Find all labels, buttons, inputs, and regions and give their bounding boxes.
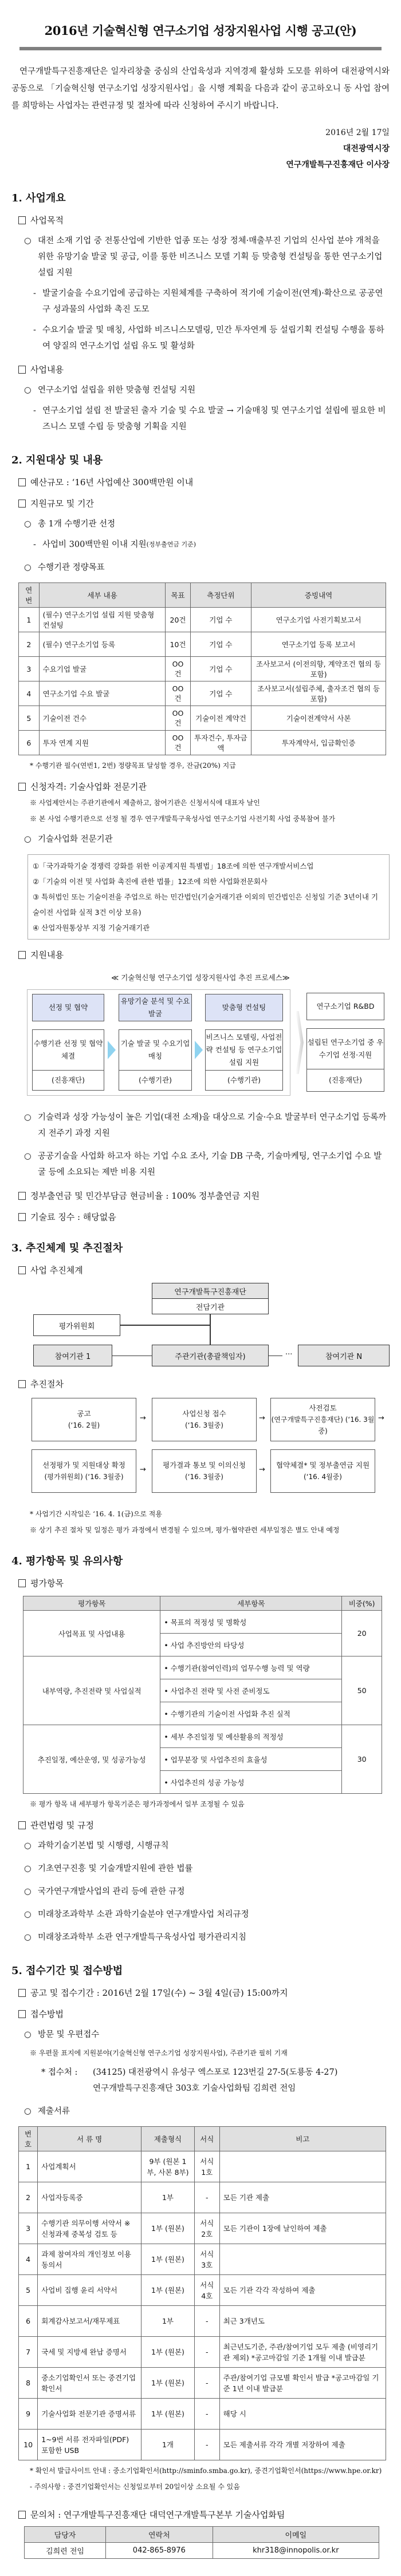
table-cell: 서식 2호 bbox=[194, 2213, 219, 2244]
table-row bbox=[19, 2368, 386, 2399]
table-cell: 모든 기관 제출 bbox=[219, 2182, 386, 2213]
table-row bbox=[19, 2275, 386, 2306]
org-committee: 평가위원회 bbox=[33, 1314, 120, 1336]
table-cell: 투자건수, 투자금액 bbox=[190, 731, 251, 755]
scale-sub: - 사업비 300백만원 이내 지원 (정부출연금 기준) bbox=[33, 540, 196, 549]
process-step-1-actor: (진흥재단) bbox=[32, 1070, 104, 1091]
column-header: 세부항목 bbox=[160, 1596, 342, 1611]
targets-table bbox=[18, 582, 386, 755]
qualification-main: ○ 기술사업화 전문기관 bbox=[11, 831, 390, 847]
purpose-label: 사업목적 bbox=[11, 214, 390, 226]
table-cell: 기술이전 건수 bbox=[39, 706, 166, 731]
content-sub: - 연구소기업 설립 전 발굴된 출자 기술 및 수요 발굴 → 기술매칭 및 연구소기업 설립에 필요한 비즈니스 모델 수립 등 맞춤형 기획을 지원 bbox=[33, 406, 386, 431]
checkbox-square-icon bbox=[18, 1380, 26, 1388]
circle-bullet-icon: ○ bbox=[24, 2030, 32, 2039]
contact-row bbox=[25, 2543, 379, 2559]
support-label: 지원내용 bbox=[11, 949, 390, 961]
address-line-2: 연구개발특구진흥재단 303호 기술사업화팀 김희련 전임 bbox=[93, 2084, 296, 2093]
table-cell: 1부 (원본) bbox=[141, 2399, 195, 2430]
table-cell: 수요기업 발굴 bbox=[39, 657, 166, 681]
checkbox-square-icon bbox=[18, 1821, 26, 1829]
contact-cell: khr318@innopolis.or.kr bbox=[213, 2543, 379, 2559]
table-cell: 기술이전 계약건 bbox=[190, 706, 251, 731]
process-step-3-actor: (수행기관) bbox=[205, 1070, 283, 1091]
checkbox-square-icon bbox=[18, 216, 26, 224]
table-cell: 20건 bbox=[166, 608, 190, 632]
table-row bbox=[19, 2244, 386, 2275]
process-step-4-body: 설립된 연구소기업 중 우수기업 선정·지원 bbox=[306, 1028, 384, 1069]
content-main: ○ 연구소기업 설립을 위한 맞춤형 컨설팅 지원 bbox=[11, 382, 390, 398]
table-cell: OO건 bbox=[166, 657, 190, 681]
contact-table bbox=[24, 2526, 379, 2559]
table-row bbox=[23, 1656, 382, 1679]
column-header: 비중(%) bbox=[342, 1596, 382, 1611]
process-step-2-actor: (수행기관) bbox=[119, 1070, 192, 1091]
table-cell: 수행기관 의무이행 서약서 ※ 신청과제 중복성 검토 등 bbox=[38, 2213, 141, 2244]
process-step-3-head: 맞춤형 컨설팅 bbox=[205, 994, 283, 1021]
table-row bbox=[19, 706, 386, 731]
docs-note-1: * 확인서 발급사이트 안내 : 중소기업확인서(http://sminfo.smba.go.kr), 중견기업확인서(https://www.hpe.or.kr) bbox=[30, 2467, 382, 2475]
arrow-right-icon: → bbox=[259, 1414, 265, 1422]
signature-block bbox=[11, 125, 390, 173]
table-row bbox=[19, 2430, 386, 2460]
targets-label: ○ 수행기관 정량목표 bbox=[11, 560, 390, 576]
checkbox-square-icon bbox=[18, 2010, 26, 2018]
table-cell: 중소기업확인서 또는 중견기업확인서 bbox=[38, 2368, 141, 2399]
table-cell: 5 bbox=[19, 2275, 38, 2306]
table-cell bbox=[219, 2151, 386, 2182]
table-cell: (필수) 연구소기업 설립 지원 맞춤형 컨설팅 bbox=[39, 608, 166, 632]
table-cell: - bbox=[194, 2368, 219, 2399]
checkbox-square-icon bbox=[18, 478, 26, 486]
table-row bbox=[19, 2151, 386, 2182]
column-header: 증빙내역 bbox=[251, 583, 386, 608]
circle-bullet-icon: ○ bbox=[24, 520, 32, 529]
checkbox-square-icon bbox=[18, 366, 26, 374]
qualification-item: ④ 산업자원통상부 지정 기술거래기관 bbox=[33, 924, 150, 932]
table-cell: 해당 시 bbox=[219, 2399, 386, 2430]
support-item-1: ○ 기술력과 성장 가능성이 높은 기업(대전 소재)을 대상으로 기술·수요 발굴부터 연구소기업 등록까지 전주기 과정 지원 bbox=[11, 1109, 390, 1142]
section-2-heading: 2. 지원대상 및 내용 bbox=[11, 454, 103, 466]
table-cell: 1부 (원본) bbox=[141, 2368, 195, 2399]
table-row bbox=[19, 608, 386, 632]
table-cell: 모든 기관 각각 작성하여 제출 bbox=[219, 2275, 386, 2306]
eval-label: 평가항목 bbox=[11, 1577, 390, 1589]
table-row bbox=[19, 2399, 386, 2430]
ratio-item: 정부출연금 및 민간부담금 현금비율 : 100% 정부출연금 지원 bbox=[11, 1190, 390, 1202]
table-cell: 국세 및 지방세 완납 증명서 bbox=[38, 2337, 141, 2368]
table-cell: 투자계약서, 입금확인증 bbox=[251, 731, 386, 755]
column-header: 서식 bbox=[194, 2127, 219, 2151]
table-cell: 조사보고서 (이전의향, 계약조건 협의 등 포함) bbox=[251, 657, 386, 681]
system-label: 사업 추진체계 bbox=[11, 1264, 390, 1276]
qualification-list bbox=[27, 854, 390, 940]
table-cell: - bbox=[194, 2182, 219, 2213]
circle-bullet-icon: ○ bbox=[24, 236, 32, 245]
table-cell: 서식 3호 bbox=[194, 2244, 219, 2275]
section-1-heading: 1. 사업개요 bbox=[11, 192, 66, 204]
table-cell: 기술이전계약서 사본 bbox=[251, 706, 386, 731]
document-title: 2016년 기술혁신형 연구소기업 성장지원사업 시행 공고(안) bbox=[44, 23, 357, 38]
table-cell: 연구소기업 수요 발굴 bbox=[39, 681, 166, 706]
table-row bbox=[19, 632, 386, 657]
column-header: 이메일 bbox=[213, 2527, 379, 2543]
eval-item: • 업무분장 및 사업추진의 효율성 bbox=[160, 1748, 342, 1771]
scale-main: ○ 총 1개 수행기관 선정 bbox=[11, 516, 390, 532]
table-cell: 기업 수 bbox=[190, 608, 251, 632]
evaluation-table bbox=[23, 1596, 382, 1794]
table-cell: 주관/참여기업 규모별 확인서 발급 *공고마감일 기준 1년 이내 발급분 bbox=[219, 2368, 386, 2399]
table-cell: 3 bbox=[19, 657, 40, 681]
period-item: 공고 및 접수기간 : 2016년 2월 17일(수) ~ 3월 4일(금) 15:00까지 bbox=[11, 1987, 390, 1999]
table-cell: 서식 4호 bbox=[194, 2275, 219, 2306]
budget-item: 예산규모 : ‘16년 사업예산 300백만원 이내 bbox=[11, 476, 390, 488]
table-cell: - bbox=[194, 2399, 219, 2430]
table-cell: - bbox=[194, 2306, 219, 2337]
circle-bullet-icon: ○ bbox=[24, 835, 32, 844]
checkbox-square-icon bbox=[18, 783, 26, 791]
table-cell: 6 bbox=[19, 2306, 38, 2337]
table-cell: 기업 수 bbox=[190, 681, 251, 706]
table-row bbox=[19, 731, 386, 755]
eval-item: • 사업추진의 성공 가능성 bbox=[160, 1771, 342, 1794]
law-text: 과학기술기본법 및 시행령, 시행규칙 bbox=[38, 1841, 169, 1850]
table-cell: 3 bbox=[19, 2213, 38, 2244]
qualification-item: ①「국가과학기술 경쟁력 강화를 위한 이공계지원 특별법」18조에 의한 연구개발서비스업 bbox=[33, 862, 314, 870]
intro-paragraph: 연구개발특구진흥재단은 일자리창출 중심의 산업육성과 지역경제 활성화 도모를 위하여 대전광역시와 공동으로 「기술혁신형 연구소기업 성장지원사업」을 시행 계획을 다음과 같이 공고하오니 동 사업 참여를 희망하는 사업자는 관련규정 및 절차에 따라 신청하여 주시기 바랍니다. bbox=[11, 67, 390, 110]
fee-item: 기술료 징수 : 해당없음 bbox=[11, 1211, 390, 1223]
column-header: 제출형식 bbox=[141, 2127, 195, 2151]
table-cell: 1 bbox=[19, 608, 40, 632]
chevron-right-icon bbox=[296, 1011, 304, 1074]
column-header: 세부 내용 bbox=[39, 583, 166, 608]
law-item bbox=[11, 1929, 390, 1945]
table-cell: 7 bbox=[19, 2337, 38, 2368]
column-header: 측정단위 bbox=[190, 583, 251, 608]
table-cell: 연구소기업 등록 보고서 bbox=[251, 632, 386, 657]
table-cell: - bbox=[194, 2430, 219, 2460]
circle-bullet-icon: ○ bbox=[24, 1841, 32, 1850]
law-label: 관련법령 및 규정 bbox=[11, 1819, 390, 1831]
qualification-note-1: ※ 사업제안서는 주관기관에서 제출하고, 참여기관은 신청서식에 대표자 날인 bbox=[30, 799, 260, 807]
table-cell: 사업비 집행 윤리 서약서 bbox=[38, 2275, 141, 2306]
table-row bbox=[19, 2213, 386, 2244]
process-step-4-head: 연구소기업 R&BD bbox=[306, 993, 384, 1020]
checkbox-square-icon bbox=[18, 500, 26, 508]
eval-weight: 50 bbox=[342, 1656, 382, 1725]
process-caption: ≪ 기술혁신형 연구소기업 성장지원사업 추진 프로세스≫ bbox=[111, 973, 290, 982]
signature-date: 2016년 2월 17일 bbox=[325, 128, 390, 137]
table-cell: 4 bbox=[19, 681, 40, 706]
org-lead: 주관기관(총괄책임자) bbox=[152, 1345, 269, 1366]
process-step-1-head: 선정 및 협약 bbox=[32, 994, 104, 1021]
org-ellipsis: ··· bbox=[285, 1350, 293, 1359]
table-cell: 모든 기관이 1장에 날인하여 제출 bbox=[219, 2213, 386, 2244]
table-cell: 서식 1호 bbox=[194, 2151, 219, 2182]
table-cell: - bbox=[194, 2337, 219, 2368]
eval-item: • 사업추진 전략 및 사전 준비정도 bbox=[160, 1679, 342, 1702]
eval-category: 내부역량, 추진전략 및 사업실적 bbox=[23, 1656, 160, 1725]
table-cell: 모든 제출서류 각각 개별 저장하여 제출 bbox=[219, 2430, 386, 2460]
table-row bbox=[23, 1611, 382, 1634]
procedure-step: 공고 (‘16. 2월) bbox=[32, 1398, 136, 1441]
table-cell: (필수) 연구소기업 등록 bbox=[39, 632, 166, 657]
table-cell: 사업자등록증 bbox=[38, 2182, 141, 2213]
address-block: * 접수처 : (34125) 대전광역시 유성구 엑스포로 123번길 27-5(도룡동 4-27) 연구개발특구진흥재단 303호 기술사업화팀 김희련 전임 bbox=[11, 2064, 390, 2097]
column-header: 담당자 bbox=[25, 2527, 106, 2543]
qualification-label: 신청자격: 기술사업화 전문기관 bbox=[11, 780, 390, 792]
purpose-sub-1: - 발굴기술을 수요기업에 공급하는 지원체계를 구축하여 적기에 기술이전(연계)·확산으로 공공연구 성과물의 사업화 촉진 도모 bbox=[33, 289, 383, 314]
procedure-step: 선정평가 및 지원대상 확정 (평가위원회) (‘16. 3월중) bbox=[32, 1449, 136, 1493]
checkbox-square-icon bbox=[18, 2511, 26, 2519]
eval-note: ※ 평가 항목 내 세부평가 항목기준은 평가과정에서 일부 조정될 수 있음 bbox=[30, 1800, 245, 1808]
law-item bbox=[11, 1861, 390, 1877]
column-header: 비고 bbox=[219, 2127, 386, 2151]
table-cell: 기업 수 bbox=[190, 657, 251, 681]
table-cell: 9부 (원본 1부, 사본 8부) bbox=[141, 2151, 195, 2182]
table-cell: 8 bbox=[19, 2368, 38, 2399]
arrow-right-icon: → bbox=[378, 1414, 384, 1422]
checkbox-square-icon bbox=[18, 951, 26, 959]
documents-table bbox=[18, 2126, 386, 2460]
table-cell: 1부 (원본) bbox=[141, 2337, 195, 2368]
law-list bbox=[11, 1838, 390, 1945]
law-text: 미래창조과학부 소관 과학기술분야 연구개발사업 처리규정 bbox=[38, 1910, 249, 1919]
circle-bullet-icon: ○ bbox=[24, 2107, 32, 2116]
eval-item: • 목표의 적정성 및 명확성 bbox=[160, 1611, 342, 1634]
law-text: 미래창조과학부 소관 연구개발특구육성사업 평가관리지침 bbox=[38, 1933, 247, 1942]
law-text: 기초연구진흥 및 기술개발지원에 관한 법률 bbox=[38, 1864, 193, 1873]
section-4-heading: 4. 평가항목 및 유의사항 bbox=[11, 1555, 123, 1567]
table-cell: 1~9번 서류 전자파일(PDF) 포함한 USB bbox=[38, 2430, 141, 2460]
arrow-right-icon bbox=[195, 1041, 203, 1059]
table-cell: 5 bbox=[19, 706, 40, 731]
table-cell: 10 bbox=[19, 2430, 38, 2460]
procedure-step: 평가결과 통보 및 이의신청 (‘16. 3월중) bbox=[152, 1449, 257, 1493]
procedure-step: 사전검토 (연구개발특구진흥재단) (‘16. 3월중) bbox=[270, 1398, 375, 1441]
law-text: 국가연구개발사업의 관리 등에 관한 규정 bbox=[38, 1887, 185, 1896]
table-cell: 10건 bbox=[166, 632, 190, 657]
procedure-step: 사업신청 접수 (‘16. 3월중) bbox=[152, 1398, 257, 1441]
table-cell: 연구소기업 사전기획보고서 bbox=[251, 608, 386, 632]
procedure-label: 추진절차 bbox=[11, 1378, 390, 1390]
table-cell: 기업 수 bbox=[190, 632, 251, 657]
eval-item: • 사업 추진방안의 타당성 bbox=[160, 1634, 342, 1656]
circle-bullet-icon: ○ bbox=[24, 386, 32, 395]
contact-label: 문의처 : 연구개발특구진흥재단 대덕연구개발특구본부 기술사업화팀 bbox=[11, 2508, 390, 2520]
targets-note: * 수행기관 필수(연번1, 2번) 정량목표 달성할 경우, 잔금(20%) 지급 bbox=[30, 762, 236, 770]
table-row bbox=[19, 2337, 386, 2368]
column-header: 목표 bbox=[166, 583, 190, 608]
support-item-2: ○ 공공기술을 사업화 하고자 하는 기업 수요 조사, 기술 DB 구축, 기술마케팅, 연구소기업 수요 발굴 등에 소요되는 제반 비용 지원 bbox=[11, 1148, 390, 1180]
checkbox-square-icon bbox=[18, 1989, 26, 1997]
law-item bbox=[11, 1907, 390, 1923]
table-cell: 2 bbox=[19, 2182, 38, 2213]
table-cell: 회계감사보고서/재무제표 bbox=[38, 2306, 141, 2337]
circle-bullet-icon: ○ bbox=[24, 563, 32, 572]
eval-category: 사업목표 및 사업내용 bbox=[23, 1611, 160, 1656]
eval-item: • 수행기관(참여인력)의 업무수행 능력 및 역량 bbox=[160, 1656, 342, 1679]
column-header: 평가항목 bbox=[23, 1596, 160, 1611]
process-step-2-body: 기술 발굴 및 수요기업 매칭 bbox=[119, 1029, 192, 1071]
table-cell bbox=[219, 2244, 386, 2275]
column-header: 연락처 bbox=[106, 2527, 213, 2543]
column-header: 번호 bbox=[19, 2127, 38, 2151]
table-row bbox=[23, 1725, 382, 1748]
content-label: 사업내용 bbox=[11, 363, 390, 375]
signature-org-2: 연구개발특구진흥재단 이사장 bbox=[286, 160, 390, 169]
table-cell: 1부 bbox=[141, 2182, 195, 2213]
org-top-role: 전담기관 bbox=[152, 1298, 269, 1314]
table-cell: 과제 참여자의 개인정보 이용 동의서 bbox=[38, 2244, 141, 2275]
contact-cell: 042-865-8976 bbox=[106, 2543, 213, 2559]
law-item bbox=[11, 1884, 390, 1900]
checkbox-square-icon bbox=[18, 1266, 26, 1274]
title-divider bbox=[19, 47, 382, 50]
checkbox-square-icon bbox=[18, 1192, 26, 1200]
column-header: 연번 bbox=[19, 583, 40, 608]
arrow-right-icon: → bbox=[259, 1465, 265, 1474]
table-cell: 최근 3개년도 bbox=[219, 2306, 386, 2337]
table-cell: 1부 (원본) bbox=[141, 2275, 195, 2306]
table-row bbox=[19, 2182, 386, 2213]
table-cell: 6 bbox=[19, 731, 40, 755]
table-cell: 투자 연계 지원 bbox=[39, 731, 166, 755]
process-step-1-body: 수행기관 선정 및 협약체결 bbox=[32, 1029, 104, 1071]
section-5-heading: 5. 접수기간 및 접수방법 bbox=[11, 1965, 123, 1977]
process-diagram bbox=[11, 988, 390, 1103]
scale-label: 지원규모 및 기간 bbox=[11, 497, 390, 509]
purpose-main: ○ 대전 소재 기업 중 전통산업에 기반한 업종 또는 성장 정체·매출부진 기업의 신사업 분야 개척을 위한 유망기술 발굴 및 공급, 이를 통한 비즈니스 모델 기획 등 맞춤형 컨설팅을 통한 연구소기업 설립 지원 bbox=[11, 233, 390, 281]
table-cell: 사업계획서 bbox=[38, 2151, 141, 2182]
section-3-heading: 3. 추진체계 및 추진절차 bbox=[11, 1242, 123, 1254]
eval-category: 추진일정, 예산운영, 및 성공가능성 bbox=[23, 1725, 160, 1794]
table-cell: OO건 bbox=[166, 706, 190, 731]
law-item bbox=[11, 1838, 390, 1854]
table-cell: 9 bbox=[19, 2399, 38, 2430]
table-cell: 2 bbox=[19, 632, 40, 657]
checkbox-square-icon bbox=[18, 1213, 26, 1221]
circle-bullet-icon: ○ bbox=[24, 1113, 32, 1122]
circle-bullet-icon: ○ bbox=[24, 1887, 32, 1896]
org-connector bbox=[120, 1325, 210, 1326]
eval-weight: 30 bbox=[342, 1725, 382, 1794]
docs-label: ○ 제출서류 bbox=[11, 2103, 390, 2119]
eval-item: • 세부 추진일정 및 예산활용의 적정성 bbox=[160, 1725, 342, 1748]
eval-item: • 수행기관의 기술이전 사업화 추진 실적 bbox=[160, 1702, 342, 1725]
column-header: 서 류 명 bbox=[38, 2127, 141, 2151]
org-chart bbox=[11, 1283, 390, 1369]
circle-bullet-icon: ○ bbox=[24, 1933, 32, 1942]
process-step-2-head: 유망기술 분석 및 수요발굴 bbox=[119, 994, 192, 1021]
arrow-right-icon: → bbox=[140, 1465, 146, 1474]
org-participant-n: 참여기관 N bbox=[298, 1345, 390, 1366]
procedure-step: 협약체결* 및 정부출연금 지원 (‘16. 4월중) bbox=[270, 1449, 375, 1493]
circle-bullet-icon: ○ bbox=[24, 1864, 32, 1873]
table-cell: 4 bbox=[19, 2244, 38, 2275]
table-cell: 1부 (원본) bbox=[141, 2213, 195, 2244]
method-label: 접수방법 bbox=[11, 2008, 390, 2020]
procedure-note-1: * 사업기간 시작일은 ‘16. 4. 1(금)으로 적용 bbox=[30, 1510, 162, 1518]
qualification-item: ②「기술의 이전 및 사업화 촉진에 관한 법률」12조에 의한 사업화전문회사 bbox=[33, 877, 268, 886]
qualification-note-2: ※ 본 사업 수행기관으로 선정 될 경우 연구개발특구육성사업 연구소기업 사전기획 사업 중복참여 불가 bbox=[30, 815, 336, 823]
checkbox-square-icon bbox=[18, 1579, 26, 1587]
circle-bullet-icon: ○ bbox=[24, 1910, 32, 1919]
process-step-3-body: 비즈니스 모델링, 사업전략 컨설팅 등 연구소기업 설립 지원 bbox=[205, 1029, 283, 1071]
table-row bbox=[19, 657, 386, 681]
table-cell: 1개 bbox=[141, 2430, 195, 2460]
org-connector bbox=[210, 1314, 211, 1345]
signature-org-1: 대전광역시장 bbox=[343, 144, 390, 153]
table-row bbox=[19, 681, 386, 706]
method-note: ※ 우편물 표지에 지원분야(기술혁신형 연구소기업 성장지원사업), 주관기관 필히 기재 bbox=[30, 2049, 288, 2057]
method-main: ○ 방문 및 우편접수 bbox=[11, 2027, 390, 2043]
process-step-4-actor: (진흥재단) bbox=[306, 1069, 384, 1092]
table-cell: 최근년도기준, 주관/참여기업 모두 제출 (비영리기관 제외) *공고마감일 기준 1개월 이내 발급분 bbox=[219, 2337, 386, 2368]
address-line-1: (34125) 대전광역시 유성구 엑스포로 123번길 27-5(도룡동 4-27) bbox=[93, 2068, 338, 2077]
contact-cell: 김희련 전임 bbox=[25, 2543, 106, 2559]
circle-bullet-icon: ○ bbox=[24, 1152, 32, 1161]
arrow-right-icon: → bbox=[140, 1414, 146, 1422]
procedure-flow bbox=[11, 1398, 390, 1504]
table-cell: 1부 bbox=[141, 2306, 195, 2337]
org-participant-1: 참여기관 1 bbox=[33, 1345, 112, 1366]
docs-note-2: - 주의사항 : 중견기업확인서는 신청일로부터 20일이상 소요될 수 있음 bbox=[30, 2483, 240, 2491]
purpose-sub-2: - 수요기술 발굴 및 매칭, 사업화 비즈니스모델링, 민간 투자연계 등 설립기획 컨설팅 수행을 통하여 양질의 연구소기업 설립 유도 및 활성화 bbox=[33, 326, 384, 351]
org-top-name: 연구개발특구진흥재단 bbox=[152, 1283, 269, 1299]
table-cell: 1부 (원본) bbox=[141, 2244, 195, 2275]
arrow-right-icon bbox=[108, 1041, 116, 1059]
eval-weight: 20 bbox=[342, 1611, 382, 1656]
table-row bbox=[19, 2306, 386, 2337]
table-cell: OO건 bbox=[166, 681, 190, 706]
procedure-note-2: ※ 상기 추진 절차 및 일정은 평가 과정에서 변경될 수 있으며, 평가·협약관련 세부일정은 별도 안내 예정 bbox=[30, 1526, 340, 1534]
qualification-item: ③ 특허법인 또는 기술이전을 주업으로 하는 민간법인(기술거래기관 이외의 민간법인은 신청일 기준 3년이내 기술이전 사업화 실적 3건 이상 보유) bbox=[33, 893, 379, 917]
table-cell: 조사보고서(설립주체, 출자조건 협의 등 포함) bbox=[251, 681, 386, 706]
table-cell: 1 bbox=[19, 2151, 38, 2182]
table-cell: 기술사업화 전문기관 증명서류 bbox=[38, 2399, 141, 2430]
table-cell: OO건 bbox=[166, 731, 190, 755]
